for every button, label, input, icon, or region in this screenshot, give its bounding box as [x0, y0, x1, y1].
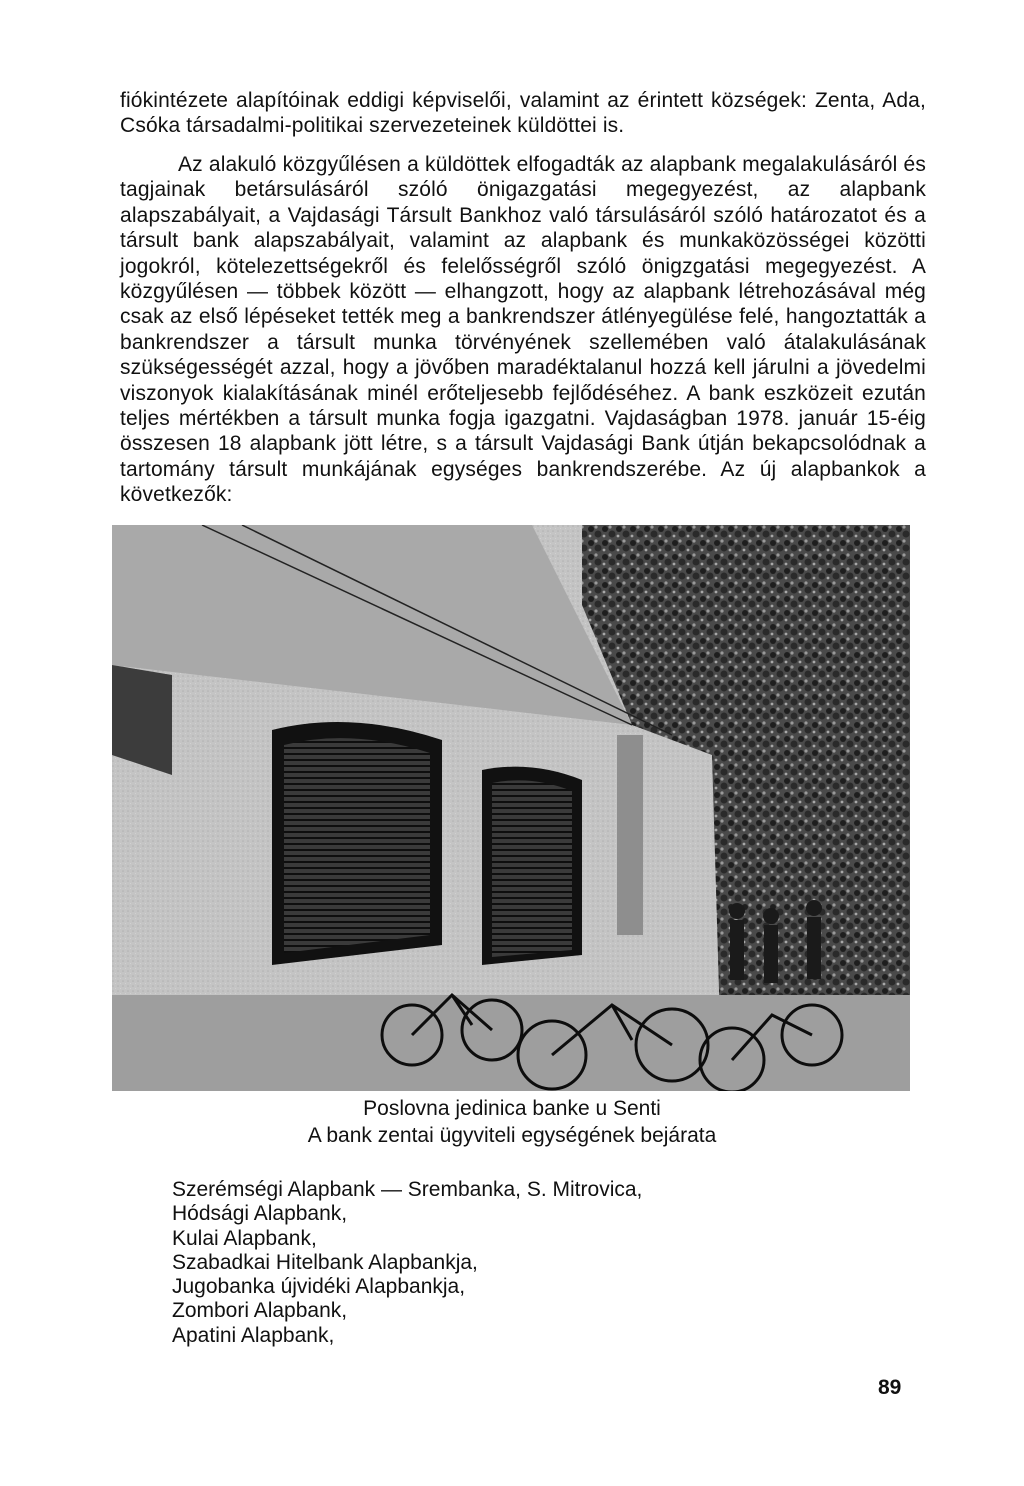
paragraph-alapbank: Az alakuló közgyűlésen a küldöttek elfogadták az alapbank megalakulásáról és tagjainak betársulásáról szóló önigazgatási megegyezést, az alapbank alapszabályait, a Vajdasági Társult Bankhoz való társulásáról szóló határozatot és a társult bank alapszabályait, valamint az alapbank és munkaközösségei közötti jogokról, kötelezettségekről és felelősségről szóló önigzgatási megegyezést. A közgyűlésen — többek között — elhangzott, hogy az alapbank létrehozásával még csak az első lépéseket tették meg a bankrendszer átlényegülése felé, hangoztatták a bankrendszer a társult munka törvényének szellemében való átalakulásának szükségességét azzal, hogy a jövőben maradéktalanul hozzá kell járulni a jövedelmi viszonyok kialakításának minél erőteljesebb fejlődéséhez. A bank eszközeit ezután teljes mértékben a társult munka fogja igazgatni. Vajdaságban 1978. január 15-éig összesen 18 alapbank jött létre, s a társult Vajdasági Bank útján bekapcsolódnak a tartomány társult munkájának egységes bankrendszerébe. Az új alapbankok a következők:: [120, 153, 926, 507]
photo-caption-serbian: Poslovna jedinica banke u Senti: [363, 1097, 661, 1120]
paragraph-continuation: fiókintézete alapítóinak eddigi képviselői, valamint az érintett községek: Zenta, Ada, Csóka társadalmi-politikai szervezeteinek küldöttei is.: [120, 89, 926, 138]
page-number: 89: [878, 1376, 902, 1399]
list-item: Jugobanka újvidéki Alapbankja,: [172, 1275, 466, 1299]
photo-caption-hungarian: A bank zentai ügyviteli egységének bejárata: [307, 1124, 717, 1147]
list-item: Szerémségi Alapbank — Srembanka, S. Mitrovica,: [172, 1178, 643, 1201]
bank-list: [172, 1178, 872, 1348]
list-item: Kulai Alapbank,: [172, 1226, 317, 1250]
list-item: Apatini Alapbank,: [172, 1323, 335, 1347]
list-item: Szabadkai Hitelbank Alapbankja,: [172, 1250, 478, 1274]
list-item: Zombori Alapbank,: [172, 1299, 348, 1323]
photo-bank-entrance: [112, 525, 910, 1091]
list-item: Hódsági Alapbank,: [172, 1202, 348, 1226]
